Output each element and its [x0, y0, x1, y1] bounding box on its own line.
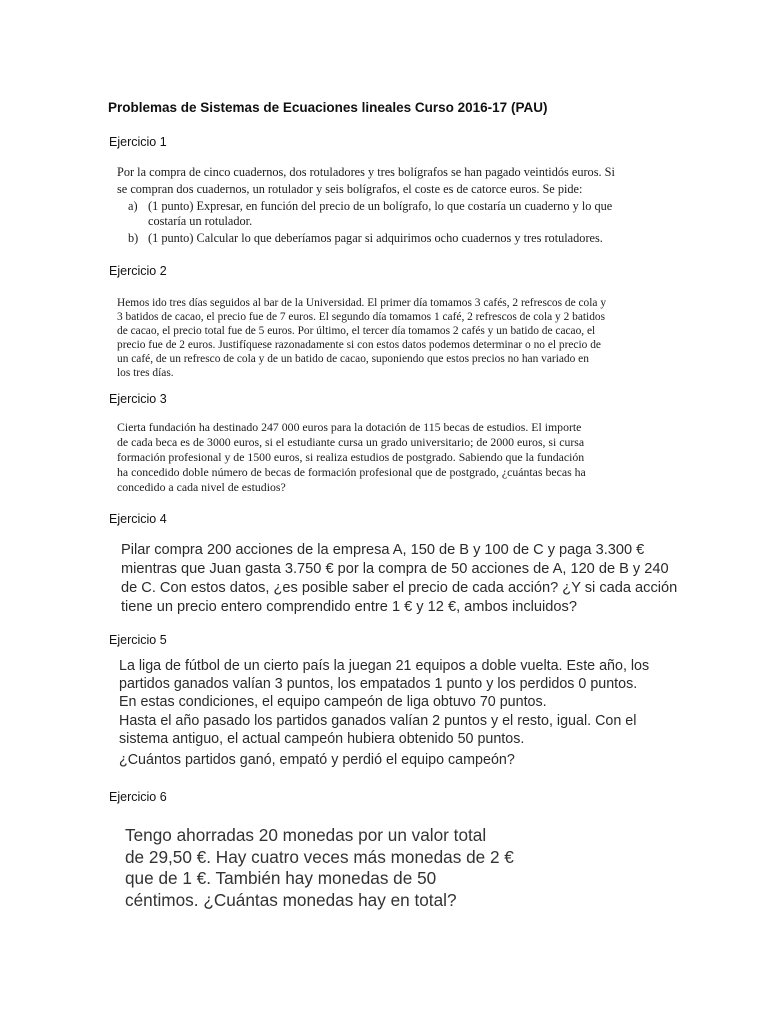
document-title: Problemas de Sistemas de Ecuaciones lineales Curso 2016-17 (PAU) — [108, 100, 548, 115]
text-line: Hemos ido tres días seguidos al bar de la Universidad. El primer día tomamos 3 cafés, 2 refrescos de cola y — [117, 297, 607, 309]
exercise-1-item-a — [128, 199, 612, 229]
text-line: mientras que Juan gasta 3.750 € por la compra de 50 acciones de A, 120 de B y 240 — [121, 561, 669, 577]
text-line: que de 1 €. También hay monedas de 50 — [125, 868, 437, 888]
text-line: tiene un precio entero comprendido entre 1 € y 12 €, ambos incluidos? — [121, 599, 577, 615]
exercise-2-heading: Ejercicio 2 — [109, 264, 167, 278]
exercise-2-statement — [117, 296, 606, 380]
text-line: 3 batidos de cacao, el precio fue de 7 euros. El segundo día tomamos 1 café, 2 refrescos de cola y 2 batidos — [117, 311, 606, 323]
text-line: formación profesional y de 1500 euros, si realiza estudios de postgrado. Sabiendo que la fundación — [117, 450, 585, 464]
text-line: En estas condiciones, el equipo campeón de liga obtuvo 70 puntos. — [119, 694, 547, 710]
text-line: de cacao, el precio total fue de 5 euros. Por último, el tercer día tomamos 2 cafés y un batido de cacao, el — [117, 325, 596, 337]
text-line: de C. Con estos datos, ¿es posible saber el precio de cada acción? ¿Y si cada acción — [121, 580, 678, 596]
exercise-6-heading: Ejercicio 6 — [109, 790, 167, 804]
exercise-1-heading: Ejercicio 1 — [109, 135, 167, 149]
text-line: Hasta el año pasado los partidos ganados valían 2 puntos y el resto, igual. Con el — [119, 713, 637, 729]
text-line: de 29,50 €. Hay cuatro veces más monedas de 2 € — [125, 846, 514, 867]
exercise-5-paragraph-1 — [119, 657, 649, 711]
exercise-5-paragraph-3 — [119, 751, 515, 769]
text-line: costaría un rotulador. — [148, 214, 253, 228]
text-line: los tres días. — [117, 367, 174, 379]
exercise-3-statement — [117, 420, 586, 495]
text-line: Pilar compra 200 acciones de la empresa A, 150 de B y 100 de C y paga 3.300 € — [121, 542, 645, 558]
text-line: (1 punto) Expresar, en función del precio de un bolígrafo, lo que costaría un cuaderno y lo que — [148, 199, 613, 213]
text-line: ¿Cuántos partidos ganó, empató y perdió el equipo campeón? — [119, 752, 515, 768]
text-line: precio fue de 2 euros. Justifíquese razonadamente si con estos datos podemos determinar o no el precio de — [117, 339, 601, 351]
text-line: se compran dos cuadernos, un rotulador y seis bolígrafos, el coste es de catorce euros. Se pide: — [117, 182, 583, 196]
exercise-1-item-b — [128, 231, 603, 246]
text-line: partidos ganados valían 3 puntos, los empatados 1 punto y los perdidos 0 puntos. — [119, 676, 638, 692]
exercise-4-statement — [121, 541, 677, 617]
text-line: concedido a cada nivel de estudios? — [117, 480, 286, 494]
list-marker: a) — [128, 199, 138, 213]
text-line: céntimos. ¿Cuántas monedas hay en total? — [125, 889, 457, 910]
exercise-5-paragraph-2 — [119, 712, 636, 748]
exercise-1-statement — [117, 164, 615, 198]
text-line: Cierta fundación ha destinado 247 000 euros para la dotación de 115 becas de estudios. El importe — [117, 420, 582, 434]
text-line: Tengo ahorradas 20 monedas por un valor total — [125, 825, 487, 845]
text-line: de cada beca es de 3000 euros, si el estudiante cursa un grado universitario; de 2000 euros, si cursa — [117, 435, 585, 449]
text-line: ha concedido doble número de becas de formación profesional que de postgrado, ¿cuántas becas ha — [117, 465, 586, 479]
text-line: Por la compra de cinco cuadernos, dos rotuladores y tres bolígrafos se han pagado veintidós euros. Si — [117, 165, 615, 179]
exercise-4-heading: Ejercicio 4 — [109, 512, 167, 526]
exercise-3-heading: Ejercicio 3 — [109, 392, 167, 406]
exercise-6-statement — [125, 825, 514, 911]
text-line: sistema antiguo, el actual campeón hubiera obtenido 50 puntos. — [119, 731, 525, 747]
text-line: un café, de un refresco de cola y de un batido de cacao, suponiendo que estos precios no han variado en — [117, 353, 589, 365]
exercise-5-heading: Ejercicio 5 — [109, 633, 167, 647]
text-line: La liga de fútbol de un cierto país la juegan 21 equipos a doble vuelta. Este año, los — [119, 658, 650, 674]
list-marker: b) — [128, 231, 139, 245]
text-line: (1 punto) Calcular lo que deberíamos pagar si adquirimos ocho cuadernos y tres rotuladores. — [148, 231, 603, 245]
